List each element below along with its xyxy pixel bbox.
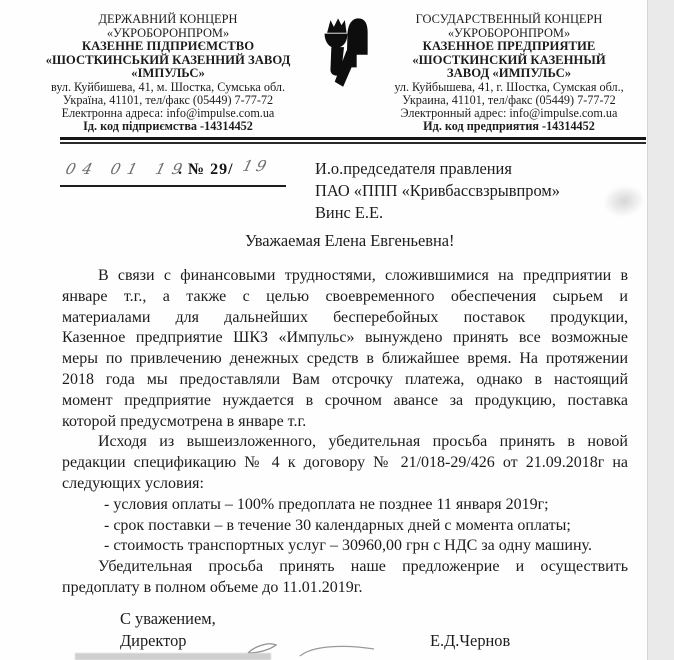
body-line: Убедительная просьба принять наше предложенрие и осуществить xyxy=(98,558,628,576)
letterhead-line: ЗАВОД «ИМПУЛЬС» xyxy=(446,66,572,80)
letterhead-divider-line xyxy=(60,137,646,140)
letterhead-line: КАЗЕННОЕ ПРЕДПРИЯТИЕ xyxy=(422,39,596,53)
letterhead-line: «УКРОБОРОНПРОМ» xyxy=(106,25,230,40)
body-line: Исходя из вышеизложенного, убедительная просьба принять в новой xyxy=(98,433,628,451)
body-line: 2018 года мы предоставляли Вам отсрочку платежа, однако в настоящий xyxy=(62,370,628,388)
body-line: меры по привлечению денежных средств в ближайшее время. На протяжении xyxy=(62,350,628,368)
body-line: момент предприятие нуждается в срочном авансе за продукцию, поставка xyxy=(62,391,628,409)
letterhead-address-line: вул. Куйбишева, 41, м. Шостка, Сумська обл. xyxy=(50,79,286,94)
body-line: предоплату в полном объеме до 11.01.2019г. xyxy=(62,578,363,596)
letterhead-russian-column xyxy=(374,13,644,134)
letterhead-ukrainian-column xyxy=(22,13,314,134)
letterhead-line: ГОСУДАРСТВЕННЫЙ КОНЦЕРН xyxy=(415,12,603,26)
scan-right-edge xyxy=(647,0,674,660)
letterhead-line: «ІМПУЛЬС» xyxy=(131,66,205,80)
recipient-block xyxy=(315,158,560,223)
body-line: В связи с финансовыми трудностями, сложившимися на предприятии в xyxy=(98,267,628,284)
letterhead-line: КАЗЕННЕ ПІДПРИЄМСТВО xyxy=(81,39,255,53)
body-line: Казенное предприятие ШКЗ «Импульс» вынуждено принять все возможные xyxy=(62,329,628,347)
signature-title: Директор xyxy=(120,631,187,650)
letterhead-address-line: Украина, 41101, тел/факс (05449) 7-77-72 xyxy=(402,92,616,107)
signature-closing: С уважением, xyxy=(120,609,216,628)
letterhead-line: «ШОСТКИНСКИЙ КАЗЕННЫЙ xyxy=(412,52,606,67)
body-line: следующих условия: xyxy=(62,474,204,492)
recipient-position: И.о.председателя правления xyxy=(315,159,512,178)
handwritten-number: 19 xyxy=(240,157,273,175)
letterhead-line: «ШОСТКИНСЬКИЙ КАЗЕННИЙ ЗАВОД xyxy=(45,52,291,67)
letterhead-code-line: Ід. код підприємства -14314452 xyxy=(83,119,253,134)
body-line: январе т.г., а также с целью своевременного обеспечения сырьем и xyxy=(62,287,628,305)
letterhead-email-line: Электронный адрес: info@impulse.com.ua xyxy=(400,106,618,121)
reference-underline xyxy=(60,185,286,187)
letter-body xyxy=(62,266,628,599)
delivery-term-line: - срок поставки – в течение 30 календарных дней с момента оплаты; xyxy=(104,516,571,534)
scan-smudge-artifact xyxy=(601,182,648,221)
signature-name: Е.Д.Чернов xyxy=(430,631,511,650)
salutation: Уважаемая Елена Евгеньевна! xyxy=(245,231,455,250)
recipient-company: ПАО «ППП «Кривбассвзрывпром» xyxy=(315,180,560,200)
letterhead-line: ДЕРЖАВНИЙ КОНЦЕРН xyxy=(98,12,238,26)
recipient-name: Винс Е.Е. xyxy=(315,202,384,222)
scan-bottom-edge xyxy=(75,653,271,660)
transport-cost-line: - стоимость транспортных услуг – 30960,00 грн с НДС за одну машину. xyxy=(104,537,592,555)
letterhead-divider-line xyxy=(60,142,646,144)
body-line: материалами для дальнейших бесперебойных поставок продукции, xyxy=(62,308,628,326)
letterhead-email-line: Електронна адреса: info@impulse.com.ua xyxy=(61,106,275,121)
letterhead-address-line: Україна, 41101, тел/факс (05449) 7-77-72 xyxy=(62,92,274,107)
document-number-label: . № 29/ xyxy=(178,161,234,178)
letterhead-code-line: Ид. код предприятия -14314452 xyxy=(423,119,595,134)
body-line: которой предусмотрена в январе т.г. xyxy=(62,412,307,430)
handwritten-date: 04 01 19 xyxy=(63,160,192,178)
impulse-logo-icon xyxy=(315,15,373,91)
letterhead-address-line: ул. Куйбышева, 41, г. Шостка, Сумская обл., xyxy=(394,79,624,94)
letterhead-line: «УКРОБОРОНПРОМ» xyxy=(447,25,571,40)
payment-term-line: - условия оплаты – 100% предоплата не позднее 11 января 2019г; xyxy=(104,495,549,513)
body-line: редакции спецификацию № 4 к договору № 21/018-29/426 от 21.09.2018г на xyxy=(62,454,628,472)
